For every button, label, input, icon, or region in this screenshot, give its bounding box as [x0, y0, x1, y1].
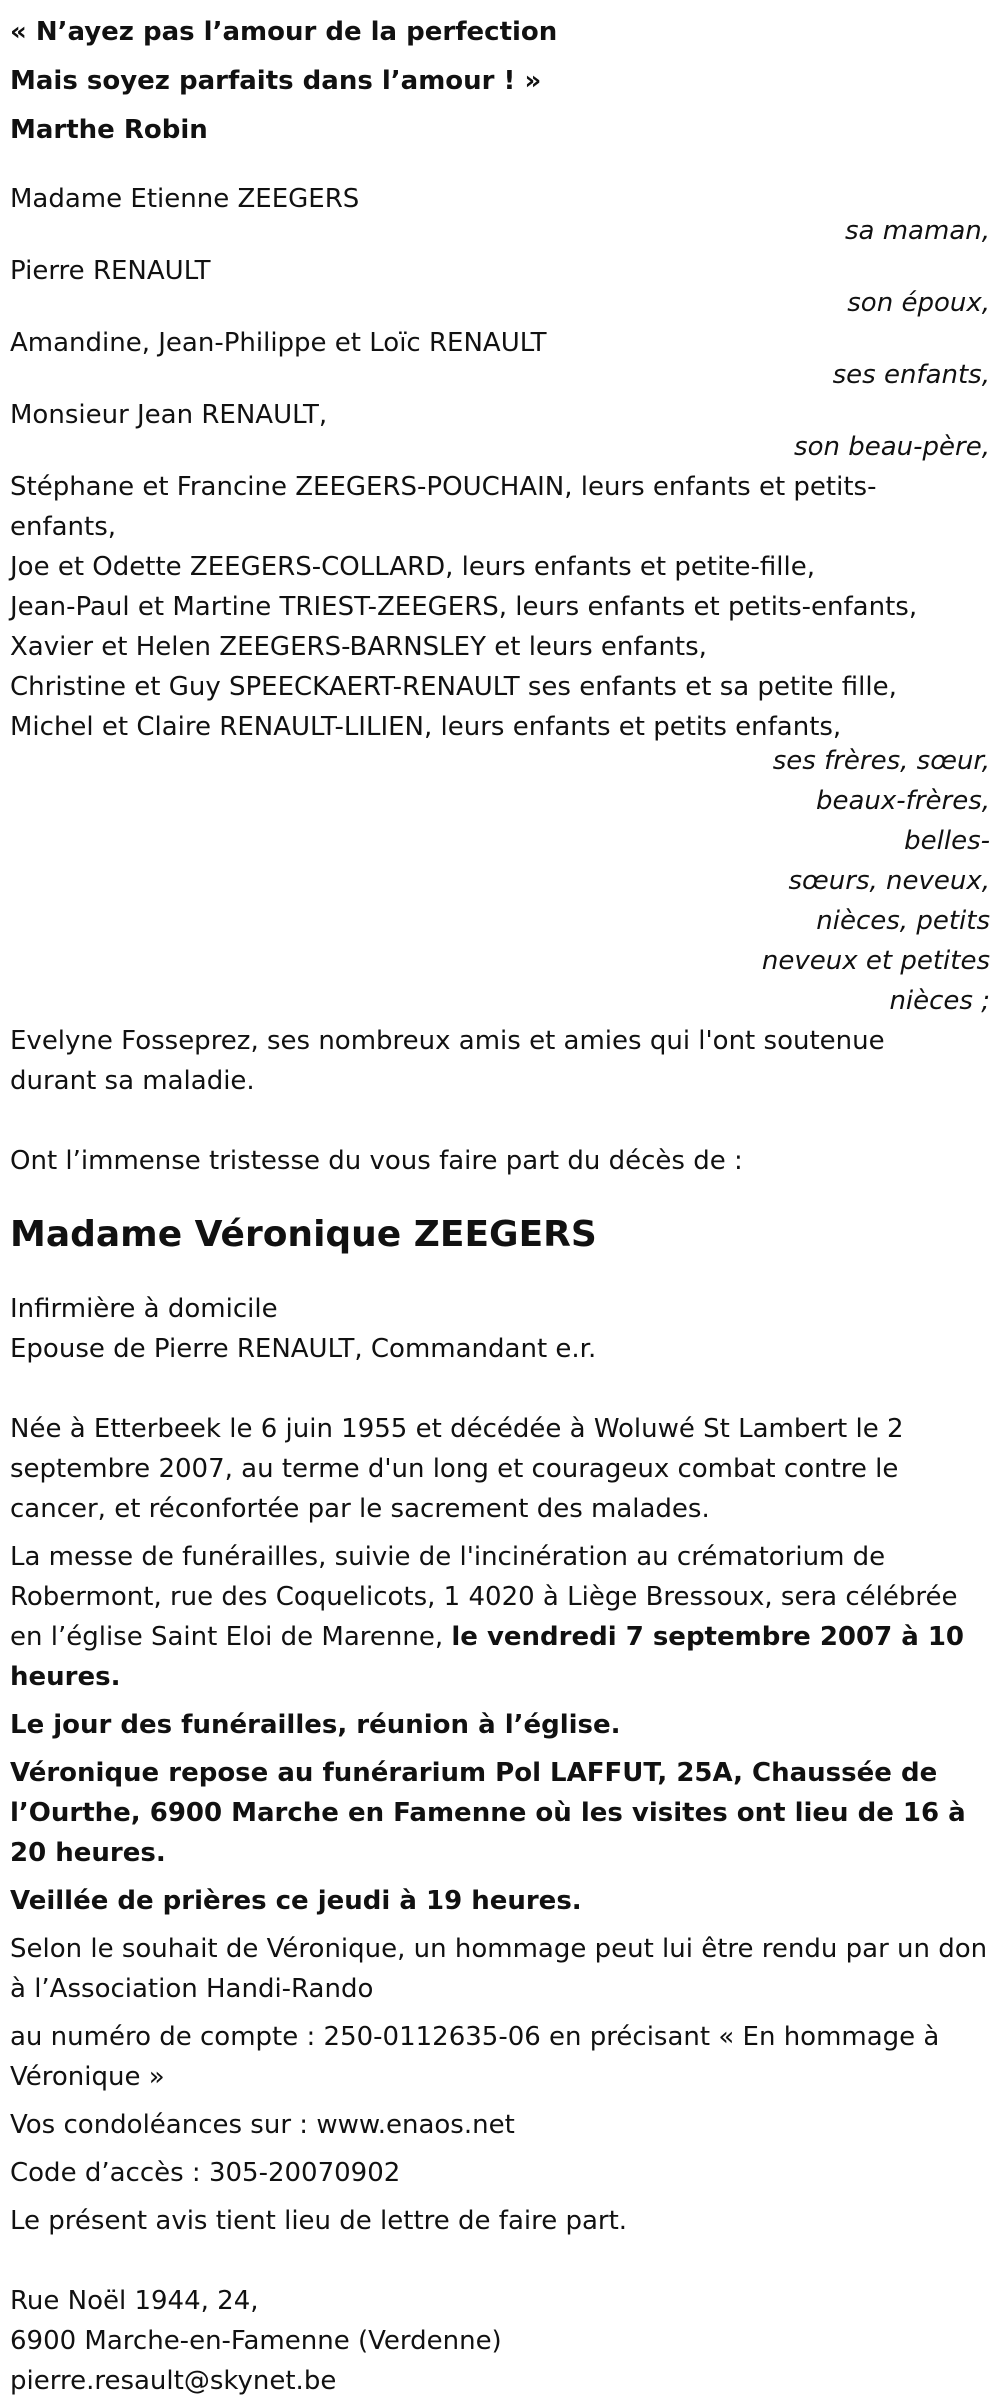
siblings-relation-line: sœurs, neveux,	[788, 866, 990, 896]
birth-death-text: Née à Etterbeek le 6 juin 1955 et décédée à Woluwé St Lambert le 2 septembre 2007, au terme d'un long et courageux combat contre le cancer, et réconfortée par le sacrement des malades.	[10, 1414, 904, 1524]
deceased-occupation: Infirmière à domicile	[10, 1294, 278, 1324]
sibling-line: Christine et Guy SPEECKAERT-RENAULT ses enfants et sa petite fille,	[10, 672, 897, 702]
funeral-time: le vendredi 7 septembre 2007 à 10 heures.	[10, 1622, 965, 1692]
family-member-name: Madame Etienne ZEEGERS	[10, 184, 360, 214]
rest-text: Véronique repose au funérarium Pol LAFFUT, 25A, Chaussée de l’Ourthe, 6900 Marche en Famenne où les visites ont lieu de 16 à 20 heures.	[10, 1758, 966, 1868]
friends-text: Evelyne Fosseprez, ses nombreux amis et amies qui l'ont soutenue durant sa maladie.	[10, 1026, 885, 1096]
account-text: au numéro de compte : 250-0112635-06 en précisant « En hommage à Véronique »	[10, 2022, 940, 2092]
siblings-relation-line: nièces, petits	[816, 906, 990, 936]
quote-line-2: Mais soyez parfaits dans l’amour ! »	[10, 66, 542, 96]
quote-author: Marthe Robin	[10, 115, 208, 145]
funeral-intro: La messe de funérailles, suivie de l'incinération au crématorium de Robermont, rue des Coquelicots, 1 4020 à Liège Bressoux, sera célébrée en l’église Saint Eloi de Marenne,	[10, 1542, 958, 1652]
siblings-relation-line: beaux-frères, belles-	[815, 786, 990, 856]
sibling-line: Michel et Claire RENAULT-LILIEN, leurs enfants et petits enfants,	[10, 712, 842, 742]
family-member-name: Amandine, Jean-Philippe et Loïc RENAULT	[10, 328, 547, 358]
address-city: 6900 Marche-en-Famenne (Verdenne)	[10, 2326, 502, 2356]
deceased-spouse: Epouse de Pierre RENAULT, Commandant e.r.	[10, 1334, 597, 1364]
family-member-relation: son beau-père,	[794, 432, 990, 462]
deceased-name: Madame Véronique ZEEGERS	[10, 1214, 597, 1255]
tribute-text: Selon le souhait de Véronique, un hommage peut lui être rendu par un don à l’Association Handi-Rando	[10, 1934, 988, 2004]
siblings-relation-line: neveux et petites	[761, 946, 990, 976]
quote-block	[10, 8, 990, 155]
siblings-list	[10, 467, 930, 747]
siblings-relation-line: ses frères, sœur,	[772, 746, 990, 776]
family-member-name: Monsieur Jean RENAULT,	[10, 400, 328, 430]
announce-text: Ont l’immense tristesse du vous faire part du décès de :	[10, 1146, 743, 1176]
family-member-relation: sa maman,	[844, 216, 990, 246]
address-street: Rue Noël 1944, 24,	[10, 2286, 259, 2316]
family-member-relation: son époux,	[847, 288, 990, 318]
sibling-line: Xavier et Helen ZEEGERS-BARNSLEY et leurs enfants,	[10, 632, 707, 662]
address-email: pierre.resault@skynet.be	[10, 2366, 337, 2396]
sibling-line: Joe et Odette ZEEGERS-COLLARD, leurs enfants et petite-fille,	[10, 552, 815, 582]
address-block	[10, 2281, 990, 2401]
siblings-relation	[730, 741, 990, 1021]
family-list	[10, 179, 990, 467]
access-code-text: Code d’accès : 305-20070902	[10, 2158, 401, 2188]
obituary-content	[10, 8, 990, 2401]
siblings-relation-line: nièces ;	[889, 986, 990, 1016]
sibling-line: Stéphane et Francine ZEEGERS-POUCHAIN, leurs enfants et petits-enfants,	[10, 472, 877, 542]
notice-text: Le présent avis tient lieu de lettre de faire part.	[10, 2206, 628, 2236]
funeral-text	[10, 1537, 990, 1697]
quote-line-1: « N’ayez pas l’amour de la perfection	[10, 17, 558, 47]
family-member-relation: ses enfants,	[832, 360, 990, 390]
condolences-text: Vos condoléances sur : www.enaos.net	[10, 2110, 515, 2140]
sibling-line: Jean-Paul et Martine TRIEST-ZEEGERS, leurs enfants et petits-enfants,	[10, 592, 918, 622]
vigil-text: Veillée de prières ce jeudi à 19 heures.	[10, 1886, 582, 1916]
reunion-text: Le jour des funérailles, réunion à l’église.	[10, 1710, 621, 1740]
family-member-name: Pierre RENAULT	[10, 256, 211, 286]
